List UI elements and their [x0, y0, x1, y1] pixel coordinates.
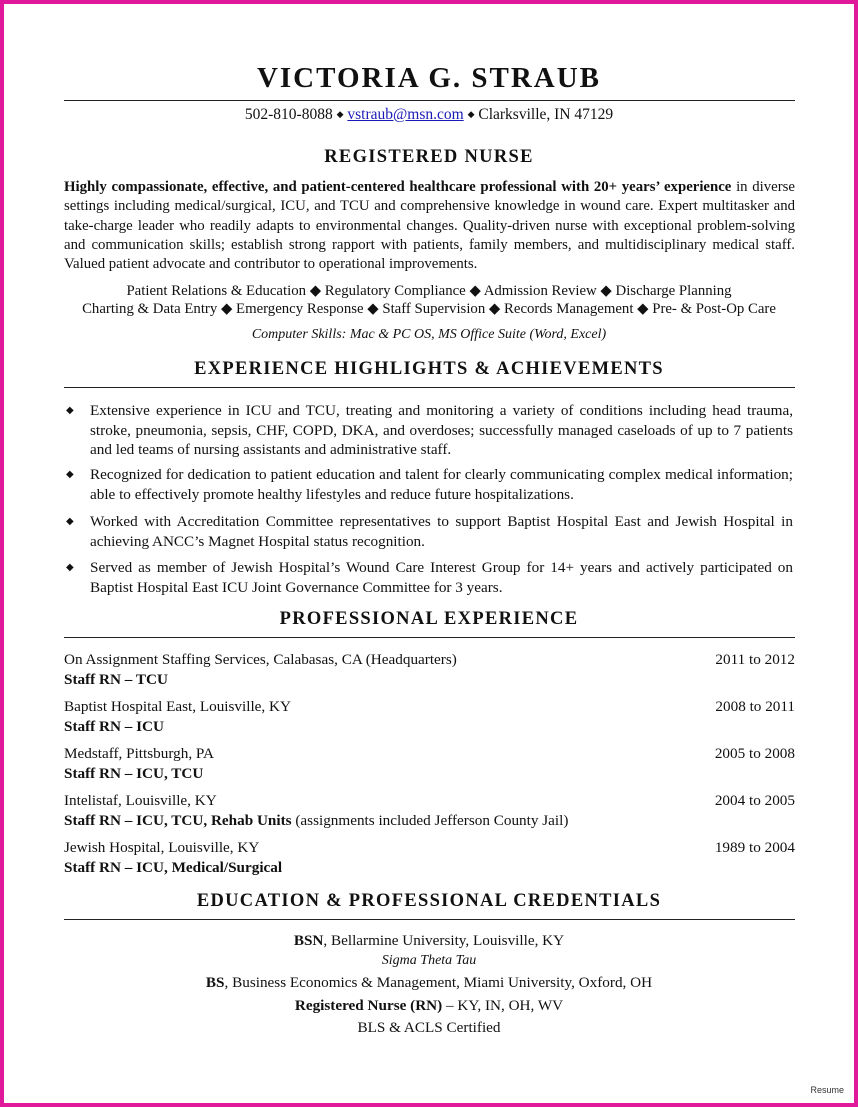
- job-title: Staff RN – ICU, TCU: [64, 765, 204, 782]
- bullet-icon: ◆: [66, 469, 74, 480]
- job-dates: 2004 to 2005: [714, 792, 795, 809]
- competencies-line-1: Patient Relations & Education ◆ Regulatory Compliance ◆ Admission Review ◆ Discharge Planning: [126, 283, 732, 299]
- computer-skills: Computer Skills: Mac & PC OS, MS Office Suite (Word, Excel): [251, 327, 607, 342]
- certifications: BLS & ACLS Certified: [357, 1019, 501, 1036]
- job-organization: Medstaff, Pittsburgh, PA: [64, 745, 214, 762]
- license-line: [0, 997, 858, 1015]
- job-title: Staff RN – ICU, TCU, Rehab Units: [64, 812, 292, 829]
- job-title: Staff RN – ICU, Medical/Surgical: [64, 859, 283, 876]
- degree-name: BS: [205, 974, 225, 991]
- job-organization: Baptist Hospital East, Louisville, KY: [64, 698, 291, 715]
- job-title: Staff RN – TCU: [64, 671, 168, 688]
- job-dates: 1989 to 2004: [714, 839, 795, 856]
- bullet-icon: ◆: [66, 405, 74, 416]
- separator-glyph: ◆: [467, 109, 475, 119]
- education-honor: [0, 953, 858, 969]
- job-title: Staff RN – ICU: [64, 718, 164, 735]
- degree-name: BSN: [293, 932, 324, 949]
- profile-heading: REGISTERED NURSE: [324, 147, 534, 167]
- experience-divider: [64, 637, 795, 638]
- highlight-text: Extensive experience in ICU and TCU, treating and monitoring a variety of conditions including head trauma, stroke, pneumonia, sepsis, CHF, COPD, DKA, and overdoses; successfully managed caseloads of up to 7 patients and led teams of nursing assistants and administrative staff.: [90, 402, 793, 458]
- header-divider: [64, 100, 795, 101]
- bullet-icon: ◆: [66, 516, 74, 527]
- highlight-text: Served as member of Jewish Hospital’s Wound Care Interest Group for 14+ years and actively participated on Baptist Hospital East ICU Joint Governance Committee for 3 years.: [90, 559, 793, 596]
- highlight-text: Recognized for dedication to patient education and talent for clearly communicating complex medical information; able to effectively promote healthy lifestyles and reduce future hospitalizations.: [90, 466, 793, 503]
- degree-detail: , Business Economics & Management, Miami University, Oxford, OH: [224, 974, 653, 991]
- job-organization: Intelistaf, Louisville, KY: [64, 792, 217, 809]
- separator-glyph: ◆: [336, 109, 344, 119]
- job-organization: On Assignment Staffing Services, Calabasas, CA (Headquarters): [64, 651, 457, 668]
- watermark-label: Resume: [810, 1085, 844, 1095]
- education-heading: EDUCATION & PROFESSIONAL CREDENTIALS: [196, 891, 662, 911]
- phone-number: 502-810-8088: [244, 106, 333, 123]
- highlights-divider: [64, 387, 795, 388]
- job-note: (assignments included Jefferson County Jail): [291, 812, 569, 829]
- bullet-icon: ◆: [66, 562, 74, 573]
- contact-line: [0, 106, 858, 124]
- job-dates: 2008 to 2011: [715, 698, 795, 715]
- summary-body: in diverse settings including medical/surgical, ICU, and TCU and comprehensive knowledge in wound care. Expert multitasker and take-charge leader who readily adapts to environmental changes. Quality-driven nurse with exceptional problem-solving and communication skills; establish strong rapport with patients, family members, and multidisciplinary medical staff. Valued patient advocate and contributor to operational improvements.: [64, 179, 795, 273]
- education-divider: [64, 919, 795, 920]
- highlights-heading: EXPERIENCE HIGHLIGHTS & ACHIEVEMENTS: [194, 359, 664, 379]
- competencies-line-2: Charting & Data Entry ◆ Emergency Response ◆ Staff Supervision ◆ Records Management ◆ Pre- & Post-Op Care: [82, 301, 776, 317]
- summary-lead: Highly compassionate, effective, and patient-centered healthcare professional with 20+ years’ experience: [64, 179, 732, 195]
- license-states: – KY, IN, OH, WV: [442, 997, 564, 1014]
- job-dates: 2011 to 2012: [715, 651, 795, 668]
- summary-paragraph: [64, 178, 795, 274]
- job-organization: Jewish Hospital, Louisville, KY: [64, 839, 260, 856]
- education-bsn: [0, 932, 858, 950]
- education-bs: [0, 974, 858, 992]
- email-link[interactable]: vstraub@msn.com: [347, 106, 464, 123]
- honor-society: Sigma Theta Tau: [381, 953, 477, 968]
- location: Clarksville, IN 47129: [478, 106, 614, 123]
- highlight-text: Worked with Accreditation Committee representatives to support Baptist Hospital East and Jewish Hospital in achieving ANCC’s Magnet Hospital status recognition.: [90, 513, 793, 550]
- job-dates: 2005 to 2008: [714, 745, 795, 762]
- degree-detail: , Bellarmine University, Louisville, KY: [323, 932, 565, 949]
- experience-heading: PROFESSIONAL EXPERIENCE: [279, 609, 579, 629]
- license-name: Registered Nurse (RN): [294, 997, 443, 1014]
- candidate-name: VICTORIA G. STRAUB: [256, 62, 602, 94]
